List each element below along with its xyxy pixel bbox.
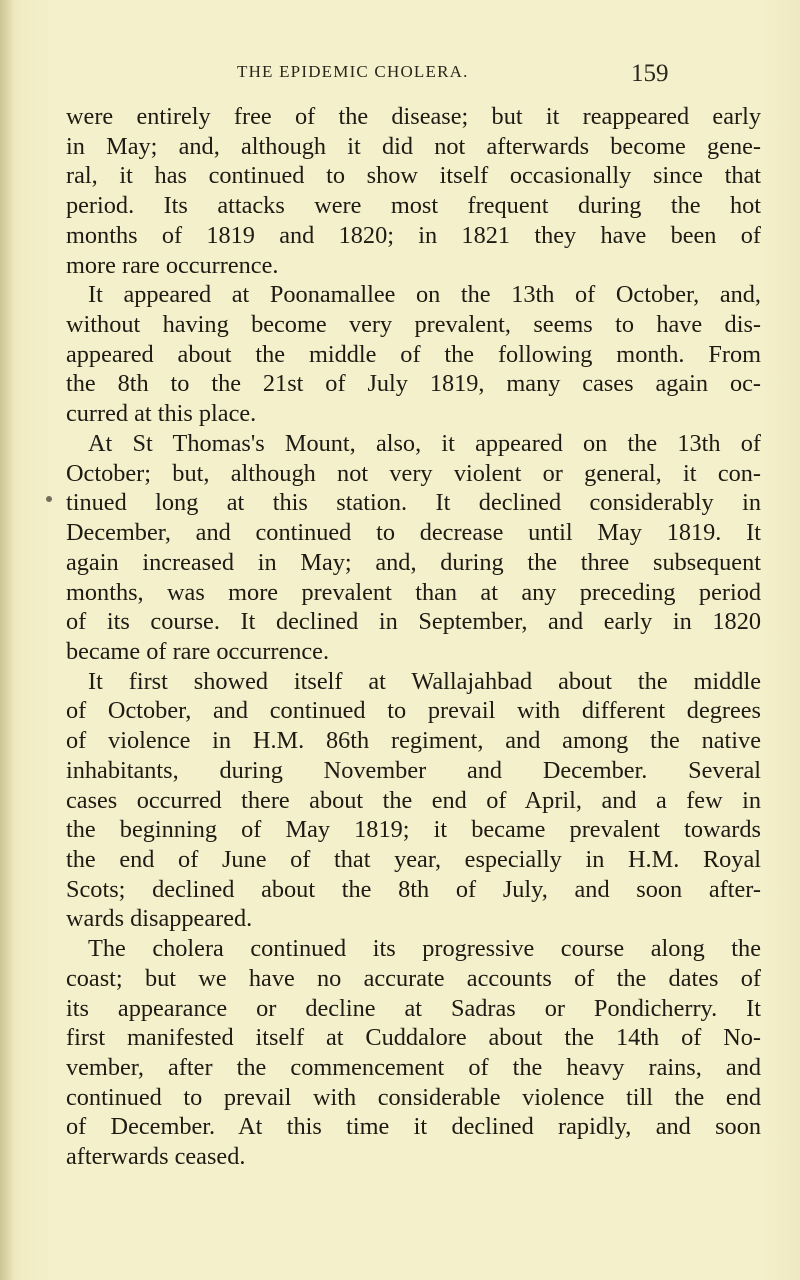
gutter-shadow [0,0,14,1280]
text-line: inhabitants, during November and December. Several [66,756,761,784]
text-line: October; but, although not very violent or general, it con- [66,459,761,487]
body-text [66,102,761,1172]
text-line: of October, and continued to prevail with different degrees [66,697,761,725]
text-line: months of 1819 and 1820; in 1821 they have been of [66,221,761,249]
text-line: vember, after the commencement of the heavy rains, and [66,1054,761,1081]
text-line: of violence in H.M. 86th regiment, and among the native [66,727,761,755]
text-line: tinued long at this station. It declined considerably in [66,489,761,517]
text-line: first manifested itself at Cuddalore about the 14th of No- [66,1024,761,1052]
text-line: appeared about the middle of the following month. From [66,340,761,368]
text-line: ral, it has continued to show itself occasionally since that [66,162,761,190]
text-line: its appearance or decline at Sadras or Pondicherry. It [66,994,761,1022]
text-line: afterwards ceased. [66,1143,246,1171]
text-line: months, was more prevalent than at any preceding period [66,578,761,606]
text-line: It first showed itself at Wallajahbad about the middle [88,667,761,695]
text-line: the end of June of that year, especially in H.M. Royal [66,845,761,873]
text-line: The cholera continued its progressive course along the [88,935,761,963]
text-line: again increased in May; and, during the three subsequent [66,548,761,576]
text-line: wards disappeared. [66,905,253,933]
text-line: the 8th to the 21st of July 1819, many cases again oc- [66,370,761,398]
running-title: THE EPIDEMIC CHOLERA. [237,62,469,81]
text-line: cases occurred there about the end of April, and a few in [66,786,761,814]
margin-mark [46,496,52,502]
running-head [0,60,800,90]
text-line: period. Its attacks were most frequent during the hot [66,192,761,220]
text-line: more rare occurrence. [66,251,279,279]
text-line: At St Thomas's Mount, also, it appeared on the 13th of [88,429,761,457]
text-line: December, and continued to decrease until May 1819. It [66,519,761,547]
text-line: the beginning of May 1819; it became prevalent towards [66,816,761,844]
text-line: of December. At this time it declined rapidly, and soon [66,1113,761,1141]
text-line: became of rare occurrence. [66,637,330,665]
text-line: coast; but we have no accurate accounts of the dates of [66,964,761,992]
text-line: without having become very prevalent, seems to have dis- [66,311,761,339]
text-line: continued to prevail with considerable violence till the end [66,1083,761,1111]
text-line: in May; and, although it did not afterwards become gene- [66,132,761,160]
text-line: It appeared at Poonamallee on the 13th of October, and, [88,281,761,309]
page-number: 159 [631,60,669,87]
text-line: curred at this place. [66,400,257,428]
text-line: were entirely free of the disease; but it reappeared early [66,103,761,130]
text-line: of its course. It declined in September, and early in 1820 [66,608,761,636]
text-line: Scots; declined about the 8th of July, and soon after- [66,875,761,903]
